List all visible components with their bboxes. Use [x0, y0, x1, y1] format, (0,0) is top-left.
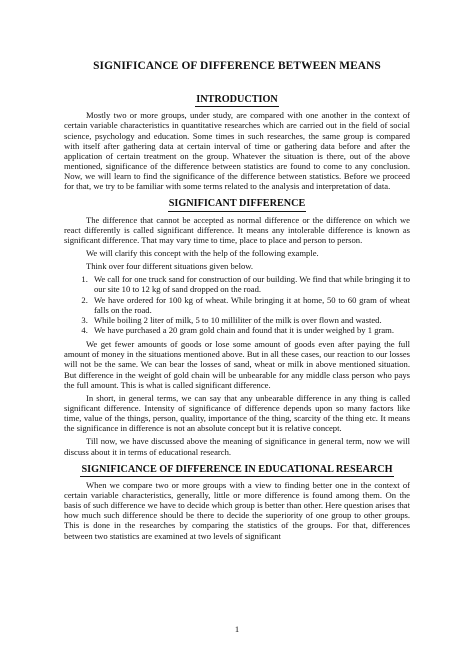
list-item: 1. We call for one truck sand for construction of our building. We find that while bringing it to our site 10 to 12 kg of sand dropped on the road. [90, 274, 410, 294]
section-heading-introduction [64, 94, 410, 107]
transition-paragraph: Till now, we have discussed above the meaning of significance in general term, now we will discuss about it in terms of educational research. [64, 436, 410, 457]
example-intro-paragraph: We will clarify this concept with the help of the following example. [86, 247, 319, 258]
list-item: 3. While boiling 2 liter of milk, 5 to 10 milliliter of the milk is over flown and wasted. [90, 315, 410, 325]
section-heading-text: INTRODUCTION [195, 94, 279, 107]
section-heading-text: SIGNIFICANT DIFFERENCE [168, 198, 307, 211]
section-heading-educational-research [64, 464, 410, 477]
list-item: 2. We have ordered for 100 kg of wheat. While bringing it at home, 50 to 60 gram of wheat falls on the road. [90, 295, 410, 315]
summary-paragraph: In short, in general terms, we can say that any unbearable difference in any thing is called significant difference. Intensity of significance of difference depends upon so many factors like time, value of the things, person, quality, importance of the thing, scarcity of the thing etc. It means the significance in difference is not an absolute concept but it is relative concept. [64, 392, 410, 434]
section-heading-significant-difference [64, 198, 410, 211]
page-number: 1 [234, 624, 240, 634]
situations-list [64, 274, 410, 335]
educational-research-paragraph: When we compare two or more groups with a view to finding better one in the context of certain variable characteristics, generally, little or more difference is found among them. On the basis of such difference we have to decide which group is better than other. Here question arises that how much such difference should be there to decide the superiority of one group to other groups. This is done in the researches by comparing the statistics of the groups. For that, differences between two statistics are examined at two levels of significant [64, 479, 410, 541]
definition-paragraph: The difference that cannot be accepted as normal difference or the difference on which we react differently is called significant difference. It means any intolerable difference is known as significant difference. That may vary time to time, place to place and person to person. [64, 214, 410, 245]
situations-intro-paragraph: Think over four different situations given below. [86, 261, 254, 272]
list-item: 4. We have purchased a 20 gram gold chain and found that it is under weighed by 1 gram. [90, 325, 410, 335]
intro-paragraph: Mostly two or more groups, under study, are compared with one another in the context of certain variable characteristics in quantitative researches which are carried out in the field of social science, psychology and education. Some times in such researches, the same group is compared with itself after gathering data at certain interval of time or gathering data before and after the application of certain treatment on the group. Whatever the situation is there, out of the above mentioned, significance of the difference between statistics are found to come to any conclusion. Now, we will learn to find the significance of the difference between statistics. Before we proceed for that, we try to be familiar with some terms related to the analysis and interpretation of data. [64, 110, 410, 192]
document-body [64, 94, 410, 544]
document-title: SIGNIFICANCE OF DIFFERENCE BETWEEN MEANS [93, 60, 381, 72]
losses-paragraph: We get fewer amounts of goods or lose some amount of goods even after paying the full amount of money in the situations mentioned above. But in all these cases, our reaction to our losses will not be the same. We can bear the losses of sand, wheat or milk in above mentioned situation. But difference in the weight of gold chain will be unbearable for any middle class person who pays the full amount. This is what is called significant difference. [64, 339, 410, 390]
section-heading-text: SIGNIFICANCE OF DIFFERENCE IN EDUCATIONAL RESEARCH [80, 464, 393, 477]
